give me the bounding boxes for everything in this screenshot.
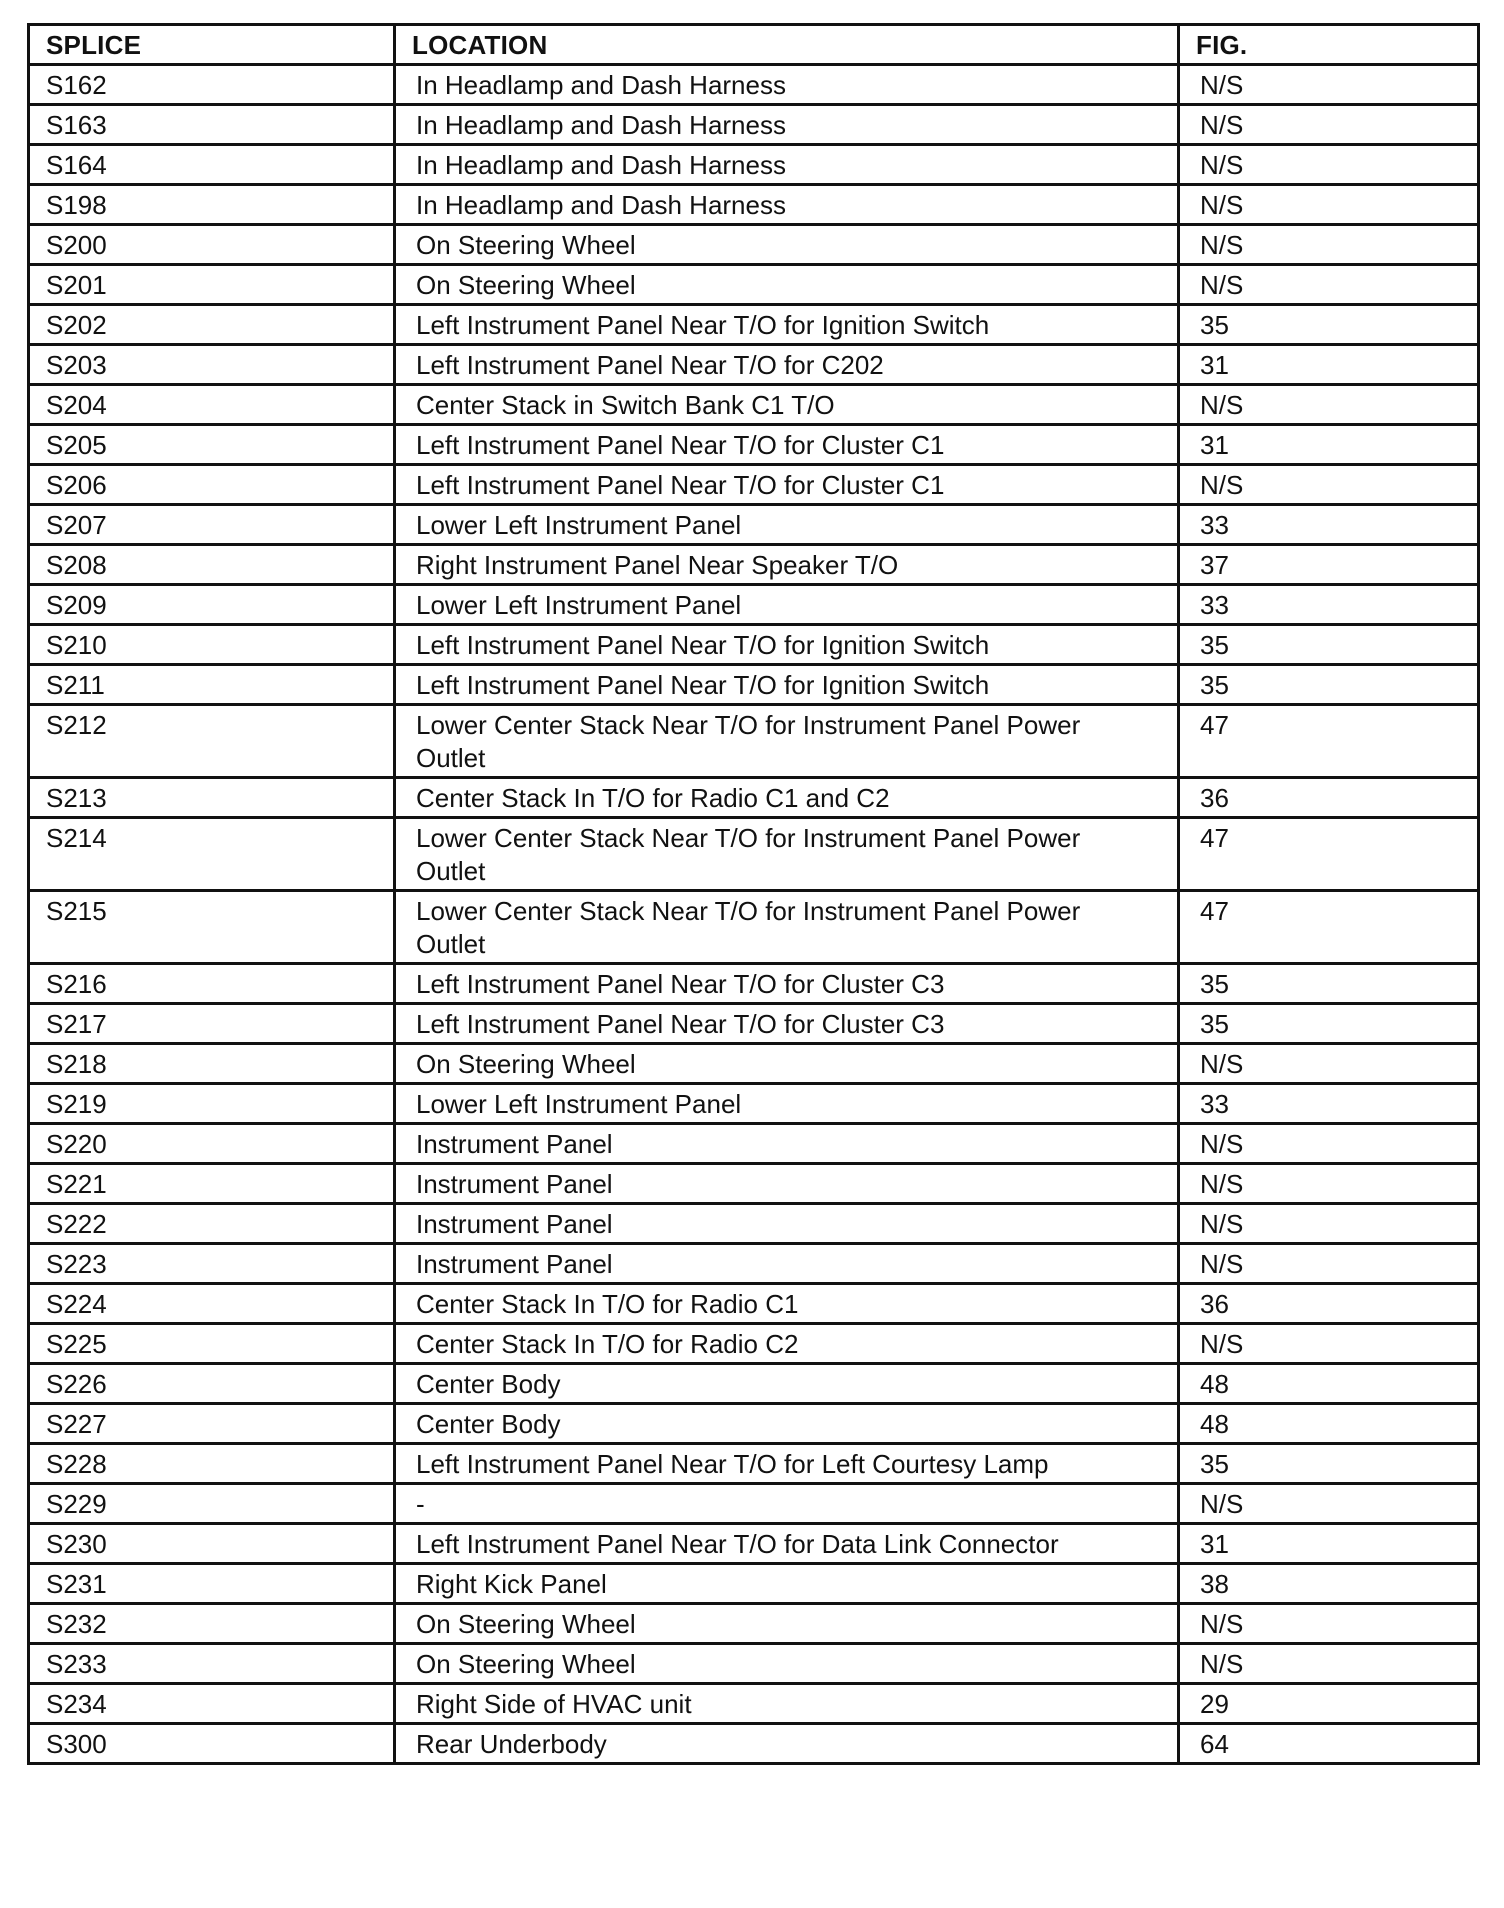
table-row <box>29 778 1479 818</box>
fig-cell: N/S <box>1179 1484 1479 1524</box>
location-cell: Right Side of HVAC unit <box>395 1684 1179 1724</box>
table-row <box>29 1324 1479 1364</box>
fig-cell: 33 <box>1179 505 1479 545</box>
fig-cell: N/S <box>1179 145 1479 185</box>
location-cell: Center Stack in Switch Bank C1 T/O <box>395 385 1179 425</box>
fig-cell: 33 <box>1179 585 1479 625</box>
location-cell: On Steering Wheel <box>395 1604 1179 1644</box>
table-row <box>29 505 1479 545</box>
location-cell: Lower Center Stack Near T/O for Instrument Panel Power Outlet <box>395 891 1179 964</box>
splice-cell: S217 <box>29 1004 395 1044</box>
location-cell: Instrument Panel <box>395 1204 1179 1244</box>
table-row <box>29 1004 1479 1044</box>
splice-cell: S230 <box>29 1524 395 1564</box>
location-cell: Left Instrument Panel Near T/O for Cluster C1 <box>395 425 1179 465</box>
fig-cell: N/S <box>1179 465 1479 505</box>
fig-cell: 35 <box>1179 625 1479 665</box>
splice-cell: S218 <box>29 1044 395 1084</box>
location-cell: Rear Underbody <box>395 1724 1179 1764</box>
location-cell: Center Stack In T/O for Radio C2 <box>395 1324 1179 1364</box>
fig-cell: 33 <box>1179 1084 1479 1124</box>
location-cell: Lower Center Stack Near T/O for Instrument Panel Power Outlet <box>395 818 1179 891</box>
fig-cell: N/S <box>1179 1124 1479 1164</box>
location-cell: Left Instrument Panel Near T/O for Ignition Switch <box>395 305 1179 345</box>
table-row <box>29 1684 1479 1724</box>
splice-table-container <box>27 23 1477 1765</box>
location-cell: Center Stack In T/O for Radio C1 <box>395 1284 1179 1324</box>
fig-cell: 36 <box>1179 1284 1479 1324</box>
location-cell: In Headlamp and Dash Harness <box>395 105 1179 145</box>
location-cell: Lower Center Stack Near T/O for Instrument Panel Power Outlet <box>395 705 1179 778</box>
table-body <box>29 65 1479 1764</box>
table-row <box>29 1644 1479 1684</box>
table-row <box>29 225 1479 265</box>
splice-cell: S209 <box>29 585 395 625</box>
location-cell: Left Instrument Panel Near T/O for Ignition Switch <box>395 665 1179 705</box>
fig-cell: 35 <box>1179 964 1479 1004</box>
splice-cell: S201 <box>29 265 395 305</box>
table-row <box>29 105 1479 145</box>
fig-cell: 47 <box>1179 891 1479 964</box>
fig-cell: N/S <box>1179 1324 1479 1364</box>
splice-cell: S223 <box>29 1244 395 1284</box>
splice-cell: S203 <box>29 345 395 385</box>
location-cell: On Steering Wheel <box>395 1644 1179 1684</box>
location-cell: Center Stack In T/O for Radio C1 and C2 <box>395 778 1179 818</box>
fig-cell: 38 <box>1179 1564 1479 1604</box>
splice-cell: S228 <box>29 1444 395 1484</box>
splice-cell: S164 <box>29 145 395 185</box>
table-row <box>29 1244 1479 1284</box>
header-location: LOCATION <box>395 25 1179 65</box>
splice-cell: S205 <box>29 425 395 465</box>
fig-cell: N/S <box>1179 1644 1479 1684</box>
fig-cell: 48 <box>1179 1404 1479 1444</box>
fig-cell: 35 <box>1179 305 1479 345</box>
splice-cell: S224 <box>29 1284 395 1324</box>
location-cell: On Steering Wheel <box>395 225 1179 265</box>
fig-cell: N/S <box>1179 1204 1479 1244</box>
fig-cell: N/S <box>1179 65 1479 105</box>
splice-cell: S234 <box>29 1684 395 1724</box>
location-cell: Left Instrument Panel Near T/O for Ignition Switch <box>395 625 1179 665</box>
fig-cell: N/S <box>1179 1164 1479 1204</box>
splice-cell: S225 <box>29 1324 395 1364</box>
location-cell: Left Instrument Panel Near T/O for Data Link Connector <box>395 1524 1179 1564</box>
location-cell: On Steering Wheel <box>395 265 1179 305</box>
fig-cell: N/S <box>1179 1044 1479 1084</box>
splice-cell: S163 <box>29 105 395 145</box>
table-row <box>29 1364 1479 1404</box>
splice-cell: S213 <box>29 778 395 818</box>
location-cell: Center Body <box>395 1404 1179 1444</box>
table-row <box>29 964 1479 1004</box>
location-cell: In Headlamp and Dash Harness <box>395 65 1179 105</box>
fig-cell: 31 <box>1179 345 1479 385</box>
location-cell: - <box>395 1484 1179 1524</box>
table-row <box>29 1084 1479 1124</box>
table-row <box>29 1284 1479 1324</box>
splice-cell: S219 <box>29 1084 395 1124</box>
splice-cell: S207 <box>29 505 395 545</box>
table-row <box>29 818 1479 891</box>
table-row <box>29 1484 1479 1524</box>
splice-cell: S216 <box>29 964 395 1004</box>
fig-cell: 35 <box>1179 665 1479 705</box>
splice-table <box>27 23 1480 1765</box>
location-cell: Left Instrument Panel Near T/O for Cluster C3 <box>395 964 1179 1004</box>
table-row <box>29 1164 1479 1204</box>
table-row <box>29 1724 1479 1764</box>
splice-cell: S204 <box>29 385 395 425</box>
table-row <box>29 1604 1479 1644</box>
table-row <box>29 265 1479 305</box>
fig-cell: 35 <box>1179 1444 1479 1484</box>
splice-cell: S233 <box>29 1644 395 1684</box>
location-cell: On Steering Wheel <box>395 1044 1179 1084</box>
table-row <box>29 185 1479 225</box>
table-row <box>29 385 1479 425</box>
splice-cell: S220 <box>29 1124 395 1164</box>
fig-cell: 36 <box>1179 778 1479 818</box>
table-row <box>29 465 1479 505</box>
fig-cell: N/S <box>1179 1604 1479 1644</box>
splice-cell: S221 <box>29 1164 395 1204</box>
splice-cell: S200 <box>29 225 395 265</box>
splice-cell: S212 <box>29 705 395 778</box>
splice-cell: S300 <box>29 1724 395 1764</box>
splice-cell: S206 <box>29 465 395 505</box>
fig-cell: N/S <box>1179 265 1479 305</box>
location-cell: Right Instrument Panel Near Speaker T/O <box>395 545 1179 585</box>
table-row <box>29 65 1479 105</box>
table-header-row <box>29 25 1479 65</box>
fig-cell: N/S <box>1179 385 1479 425</box>
fig-cell: N/S <box>1179 185 1479 225</box>
location-cell: Center Body <box>395 1364 1179 1404</box>
table-row <box>29 425 1479 465</box>
splice-cell: S214 <box>29 818 395 891</box>
splice-cell: S222 <box>29 1204 395 1244</box>
location-cell: Left Instrument Panel Near T/O for Left Courtesy Lamp <box>395 1444 1179 1484</box>
fig-cell: N/S <box>1179 105 1479 145</box>
location-cell: In Headlamp and Dash Harness <box>395 185 1179 225</box>
splice-cell: S162 <box>29 65 395 105</box>
splice-cell: S226 <box>29 1364 395 1404</box>
location-cell: Left Instrument Panel Near T/O for Cluster C3 <box>395 1004 1179 1044</box>
location-cell: Lower Left Instrument Panel <box>395 505 1179 545</box>
table-row <box>29 1044 1479 1084</box>
location-cell: Lower Left Instrument Panel <box>395 1084 1179 1124</box>
table-row <box>29 145 1479 185</box>
fig-cell: N/S <box>1179 1244 1479 1284</box>
fig-cell: 48 <box>1179 1364 1479 1404</box>
location-cell: Instrument Panel <box>395 1164 1179 1204</box>
fig-cell: 37 <box>1179 545 1479 585</box>
table-row <box>29 1524 1479 1564</box>
table-row <box>29 305 1479 345</box>
table-row <box>29 625 1479 665</box>
table-row <box>29 891 1479 964</box>
splice-cell: S229 <box>29 1484 395 1524</box>
table-row <box>29 1404 1479 1444</box>
table-row <box>29 345 1479 385</box>
fig-cell: 31 <box>1179 1524 1479 1564</box>
location-cell: In Headlamp and Dash Harness <box>395 145 1179 185</box>
table-row <box>29 1124 1479 1164</box>
fig-cell: 35 <box>1179 1004 1479 1044</box>
location-cell: Right Kick Panel <box>395 1564 1179 1604</box>
fig-cell: 47 <box>1179 818 1479 891</box>
splice-cell: S211 <box>29 665 395 705</box>
table-row <box>29 1204 1479 1244</box>
header-splice: SPLICE <box>29 25 395 65</box>
location-cell: Lower Left Instrument Panel <box>395 585 1179 625</box>
location-cell: Left Instrument Panel Near T/O for C202 <box>395 345 1179 385</box>
splice-cell: S231 <box>29 1564 395 1604</box>
splice-cell: S208 <box>29 545 395 585</box>
splice-cell: S232 <box>29 1604 395 1644</box>
table-row <box>29 665 1479 705</box>
fig-cell: 29 <box>1179 1684 1479 1724</box>
splice-cell: S210 <box>29 625 395 665</box>
splice-cell: S202 <box>29 305 395 345</box>
location-cell: Instrument Panel <box>395 1124 1179 1164</box>
table-row <box>29 705 1479 778</box>
fig-cell: N/S <box>1179 225 1479 265</box>
table-row <box>29 1564 1479 1604</box>
location-cell: Instrument Panel <box>395 1244 1179 1284</box>
table-row <box>29 1444 1479 1484</box>
splice-cell: S215 <box>29 891 395 964</box>
location-cell: Left Instrument Panel Near T/O for Cluster C1 <box>395 465 1179 505</box>
fig-cell: 31 <box>1179 425 1479 465</box>
table-row <box>29 585 1479 625</box>
fig-cell: 47 <box>1179 705 1479 778</box>
splice-cell: S227 <box>29 1404 395 1444</box>
table-row <box>29 545 1479 585</box>
fig-cell: 64 <box>1179 1724 1479 1764</box>
splice-cell: S198 <box>29 185 395 225</box>
header-fig: FIG. <box>1179 25 1479 65</box>
